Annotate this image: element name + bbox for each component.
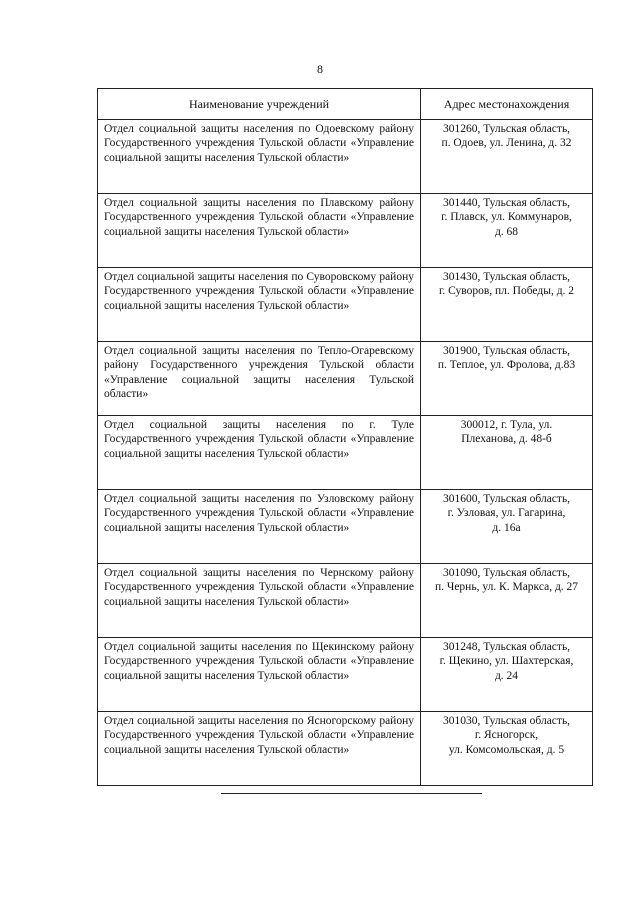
address-line: 301030, Тульская область, <box>442 715 571 727</box>
institution-name-cell: Отдел социальной защиты населения по Узловскому району Государственного учреждения Тульской области «Управление социальной защиты населения Тульской области» <box>98 490 421 564</box>
address-line: д. 68 <box>494 225 519 238</box>
address-line: 301090, Тульская область, <box>442 567 571 579</box>
address-cell <box>421 638 593 712</box>
address-line: 300012, г. Тула, ул. <box>460 419 553 431</box>
end-of-document-rule <box>221 793 482 794</box>
address-line: д. 16а <box>492 521 521 534</box>
address-line: п. Теплое, ул. Фролова, д.83 <box>437 359 576 372</box>
page-number: 8 <box>317 62 323 76</box>
address-line: Плеханова, д. 48-б <box>461 433 552 446</box>
address-line: 301248, Тульская область, <box>442 641 571 653</box>
address-cell <box>421 194 593 268</box>
address-line: г. Узловая, ул. Гагарина, <box>447 507 566 520</box>
institutions-table <box>97 88 593 786</box>
address-line: 301440, Тульская область, <box>442 197 571 209</box>
address-line: 301430, Тульская область, <box>442 271 571 283</box>
address-cell <box>421 416 593 490</box>
address-line: г. Щекино, ул. Шахтерская, <box>439 655 574 668</box>
institution-name-cell: Отдел социальной защиты населения по Одоевскому району Государственного учреждения Тульской области «Управление социальной защиты населения Тульской области» <box>98 120 421 194</box>
institution-name-cell: Отдел социальной защиты населения по г. Туле Государственного учреждения Тульской области «Управление социальной защиты населения Тульской области» <box>98 416 421 490</box>
address-line: п. Чернь, ул. К. Маркса, д. 27 <box>434 581 579 594</box>
table-row <box>98 120 593 194</box>
institution-name-cell: Отдел социальной защиты населения по Щекинскому району Государственного учреждения Тульской области «Управление социальной защиты населения Тульской области» <box>98 638 421 712</box>
table-row <box>98 638 593 712</box>
table-row <box>98 194 593 268</box>
header-address: Адрес местонахождения <box>421 89 593 120</box>
institution-name-cell: Отдел социальной защиты населения по Чернскому району Государственного учреждения Тульской области «Управление социальной защиты населения Тульской области» <box>98 564 421 638</box>
address-line: ул. Комсомольская, д. 5 <box>448 743 565 756</box>
institution-name-cell: Отдел социальной защиты населения по Ясногорскому району Государственного учреждения Тульской области «Управление социальной защиты населения Тульской области» <box>98 712 421 786</box>
table-row <box>98 564 593 638</box>
header-institution-name: Наименование учреждений <box>98 89 421 120</box>
institution-name-cell: Отдел социальной защиты населения по Плавскому району Государственного учреждения Тульской области «Управление социальной защиты населения Тульской области» <box>98 194 421 268</box>
address-cell <box>421 342 593 416</box>
institution-name-cell: Отдел социальной защиты населения по Тепло-Огаревскому району Государственного учреждения Тульской области «Управление социальной защиты населения Тульской области» <box>98 342 421 416</box>
table-row <box>98 268 593 342</box>
address-line: д. 24 <box>494 669 519 682</box>
address-cell <box>421 268 593 342</box>
address-line: г. Суворов, пл. Победы, д. 2 <box>438 285 575 298</box>
address-cell <box>421 712 593 786</box>
address-line: 301900, Тульская область, <box>442 345 571 357</box>
address-line: г. Ясногорск, <box>474 729 539 742</box>
address-cell <box>421 120 593 194</box>
table-row <box>98 416 593 490</box>
table-row <box>98 490 593 564</box>
address-line: 301600, Тульская область, <box>442 493 571 505</box>
address-line: п. Одоев, ул. Ленина, д. 32 <box>441 137 572 150</box>
address-cell <box>421 564 593 638</box>
institution-name-cell: Отдел социальной защиты населения по Суворовскому району Государственного учреждения Тульской области «Управление социальной защиты населения Тульской области» <box>98 268 421 342</box>
address-line: 301260, Тульская область, <box>442 123 571 135</box>
address-line: г. Плавск, ул. Коммунаров, <box>441 211 572 224</box>
table-header-row <box>98 89 593 120</box>
table-row <box>98 712 593 786</box>
address-cell <box>421 490 593 564</box>
table-row <box>98 342 593 416</box>
